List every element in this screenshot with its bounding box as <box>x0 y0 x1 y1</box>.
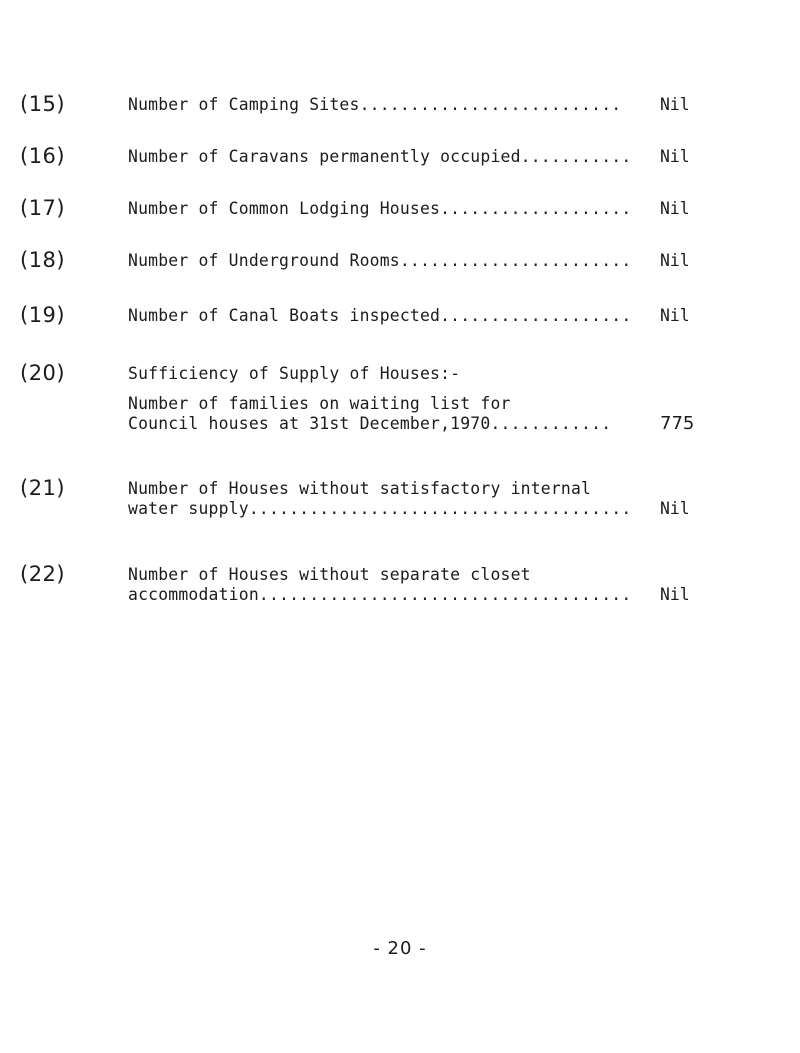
item-number: (22) <box>20 562 66 586</box>
item-number: (20) <box>20 361 66 385</box>
item-value: Nil <box>660 199 690 218</box>
item-text: Number of Caravans permanently occupied........... <box>128 147 632 166</box>
item-text: Number of Houses without separate closet <box>128 565 531 584</box>
item-number: (15) <box>20 92 66 116</box>
item-text: Number of Common Lodging Houses................... <box>128 199 632 218</box>
item-value: 775 <box>660 413 695 434</box>
item-number: (16) <box>20 144 66 168</box>
item-heading: Sufficiency of Supply of Houses:- <box>128 364 461 383</box>
item-value: Nil <box>660 251 690 270</box>
page-number: - 20 - <box>373 938 427 959</box>
item-number: (19) <box>20 303 66 327</box>
item-text: Council houses at 31st December,1970............ <box>128 414 612 433</box>
item-value: Nil <box>660 499 690 518</box>
item-number: (18) <box>20 248 66 272</box>
item-text: Number of Camping Sites.......................... <box>128 95 622 114</box>
item-text: water supply...................................... <box>128 499 632 518</box>
item-text: Number of Houses without satisfactory internal <box>128 479 592 498</box>
item-value: Nil <box>660 306 690 325</box>
item-value: Nil <box>660 585 690 604</box>
item-text: Number of Underground Rooms....................... <box>128 251 632 270</box>
item-value: Nil <box>660 95 690 114</box>
item-value: Nil <box>660 147 690 166</box>
item-text: Number of families on waiting list for <box>128 394 511 413</box>
item-number: (21) <box>20 476 66 500</box>
item-number: (17) <box>20 196 66 220</box>
item-text: accommodation..................................... <box>128 585 632 604</box>
item-text: Number of Canal Boats inspected................... <box>128 306 632 325</box>
